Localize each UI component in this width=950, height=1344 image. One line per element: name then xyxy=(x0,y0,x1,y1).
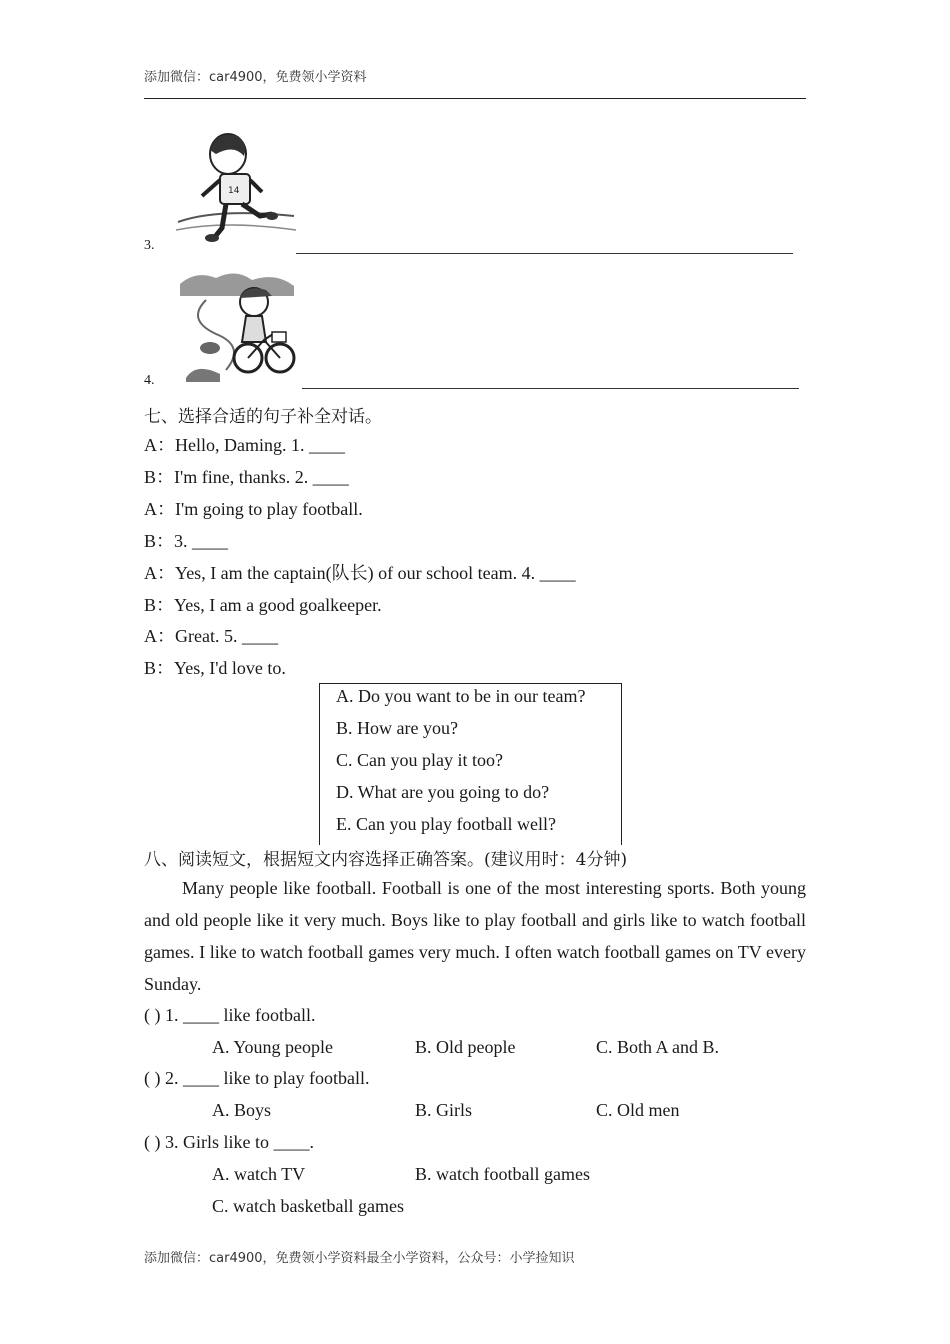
choice-a: A. Young people xyxy=(212,1037,334,1057)
item-number: 4. xyxy=(144,373,155,388)
answer-line[interactable] xyxy=(302,388,799,389)
passage-text: Many people like football. Football is one of the most interesting sports. Both young and old people like it very much. Boys like to play football and girls like to watch football games. I like to watch football games very much. I often watch football games on TV every Sunday. xyxy=(144,878,806,994)
option-c: C. Can you play it too? xyxy=(336,750,503,770)
section-title: 七、选择合适的句子补全对话。 xyxy=(144,407,382,427)
dialogue-line: A：I'm going to play football. xyxy=(144,499,363,519)
section-title: 八、阅读短文，根据短文内容选择正确答案。(建议用时：4分钟) xyxy=(144,845,627,870)
item-number: 3. xyxy=(144,238,155,253)
page-header: 添加微信：car4900，免费领小学资料 xyxy=(144,70,367,85)
choice-b: B. Old people xyxy=(415,1037,516,1057)
option-a: A. Do you want to be in our team? xyxy=(336,686,586,706)
reading-passage xyxy=(144,872,806,1000)
question-stem: ( ) 2. ____ like to play football. xyxy=(144,1068,370,1088)
choice-b: B. watch football games xyxy=(415,1164,590,1184)
dialogue-line: A：Yes, I am the captain(队长) of our school team. 4. ____ xyxy=(144,563,576,583)
choice-c: C. Old men xyxy=(596,1100,680,1120)
option-e: E. Can you play football well? xyxy=(336,814,556,834)
dialogue-line: B：Yes, I'd love to. xyxy=(144,658,286,678)
running-boy-picture xyxy=(176,130,296,248)
girl-riding-bike-picture xyxy=(176,270,298,386)
dialogue-line: A：Great. 5. ____ xyxy=(144,626,278,646)
page-footer: 添加微信：car4900，免费领小学资料最全小学资料，公众号：小学捡知识 xyxy=(144,1251,575,1266)
dialogue-line: B：3. ____ xyxy=(144,531,229,551)
header-divider xyxy=(144,98,806,99)
choice-b: B. Girls xyxy=(415,1100,473,1120)
dialogue-line: B：Yes, I am a good goalkeeper. xyxy=(144,595,382,615)
answer-line[interactable] xyxy=(296,253,793,254)
option-d: D. What are you going to do? xyxy=(336,782,550,802)
question-stem: ( ) 3. Girls like to ____. xyxy=(144,1132,314,1152)
svg-text:14: 14 xyxy=(228,186,240,196)
question-stem: ( ) 1. ____ like football. xyxy=(144,1005,316,1025)
choice-a: A. watch TV xyxy=(212,1164,306,1184)
dialogue-line: B：I'm fine, thanks. 2. ____ xyxy=(144,467,349,487)
dialogue-line: A：Hello, Daming. 1. ____ xyxy=(144,435,345,455)
choice-a: A. Boys xyxy=(212,1100,272,1120)
choice-c: C. watch basketball games xyxy=(212,1196,404,1216)
option-b: B. How are you? xyxy=(336,718,458,738)
choice-c: C. Both A and B. xyxy=(596,1037,720,1057)
